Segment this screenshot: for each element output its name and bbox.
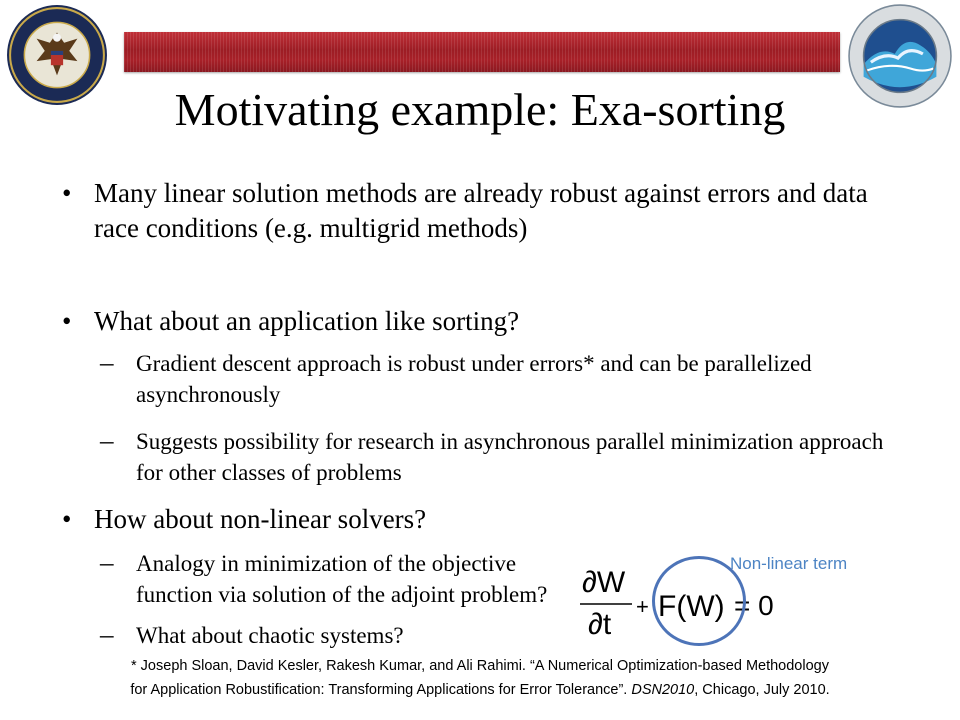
dash-glyph: – (100, 425, 114, 455)
footnote-venue: DSN2010 (631, 682, 695, 698)
nonlinear-term-annotation: Non-linear term (730, 554, 848, 573)
formula-equals: = 0 (734, 590, 774, 621)
footnote-line-2-post: , Chicago, July 2010. (694, 682, 830, 698)
footnote-line-2 (0, 678, 960, 702)
bullet-1-text: Many linear solution methods are already robust against errors and data race conditions (e.g. multigrid methods) (94, 178, 868, 243)
bullet-3-text: How about non-linear solvers? (94, 504, 427, 534)
sub-bullet-3-1-text: Analogy in minimization of the objective function via solution of the adjoint problem? (136, 551, 548, 607)
bullet-dot: • (62, 178, 72, 208)
bullet-dot: • (62, 504, 72, 534)
footnote-line-1: * Joseph Sloan, David Kesler, Rakesh Kumar, and Ali Rahimi. “A Numerical Optimization-based Methodology (131, 658, 829, 674)
bullet-dot: • (62, 306, 72, 336)
slide-title: Motivating example: Exa-sorting (174, 84, 786, 135)
formula-function: F(W) (658, 590, 725, 623)
footnote-line-2-pre: for Application Robustification: Transforming Applications for Error Tolerance”. (130, 682, 628, 698)
bullet-2-text: What about an application like sorting? (94, 306, 520, 336)
dash-glyph: – (100, 547, 114, 577)
dash-glyph: – (100, 347, 114, 377)
citation-footnote (0, 654, 960, 702)
formula-plus: + (636, 594, 649, 619)
dash-glyph: – (100, 619, 114, 649)
sub-bullet-2-2-text: Suggests possibility for research in asynchronous parallel minimization approach for other classes of problems (136, 429, 884, 485)
sub-bullet-3-2-text: What about chaotic systems? (136, 623, 404, 648)
sub-bullet-2-1-text: Gradient descent approach is robust under errors* and can be parallelized asynchronously (136, 351, 812, 407)
formula-denominator: ∂t (588, 608, 612, 641)
formula-numerator: ∂W (582, 566, 626, 599)
